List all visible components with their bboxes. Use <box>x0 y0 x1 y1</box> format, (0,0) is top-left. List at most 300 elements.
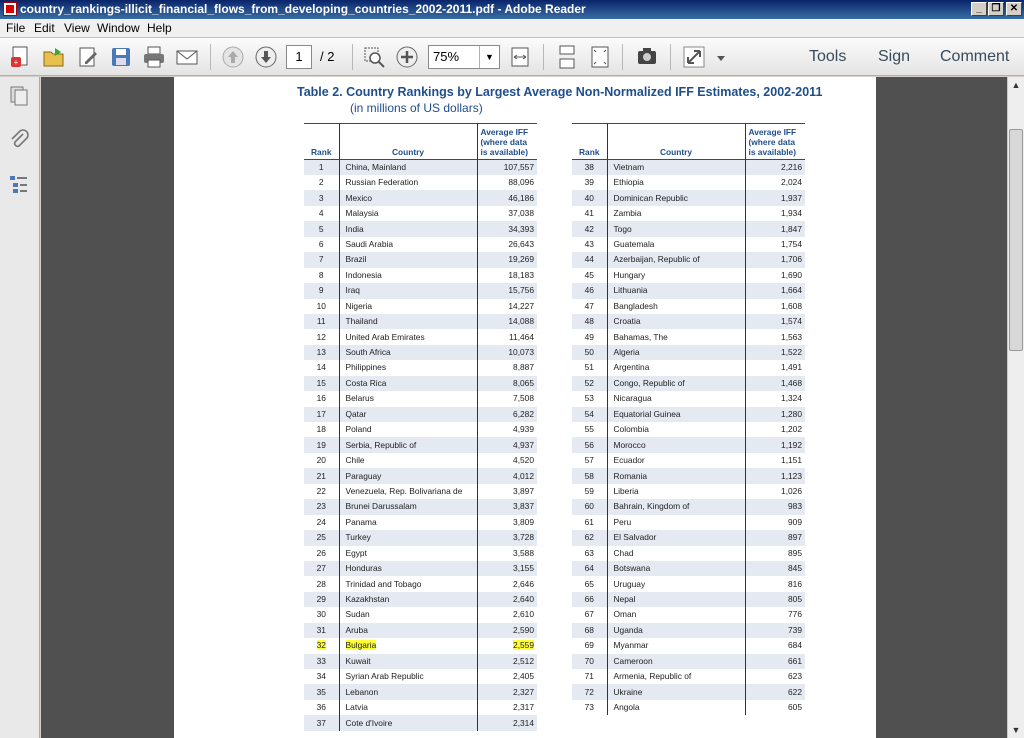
country-cell: China, Mainland <box>339 160 477 176</box>
iff-cell: 1,706 <box>745 252 805 267</box>
iff-cell: 1,123 <box>745 468 805 483</box>
rank-cell: 12 <box>304 329 339 344</box>
open-icon[interactable] <box>41 44 67 70</box>
table-row <box>304 546 537 561</box>
iff-cell: 3,728 <box>477 530 537 545</box>
table-row <box>304 592 537 607</box>
country-cell: Oman <box>607 607 745 622</box>
table-row <box>572 437 805 452</box>
country-cell: Brunei Darussalam <box>339 499 477 514</box>
country-cell: Chile <box>339 453 477 468</box>
rank-cell: 27 <box>304 561 339 576</box>
table-row <box>304 345 537 360</box>
iff-cell: 1,754 <box>781 238 802 249</box>
scroll-up-icon[interactable]: ▲ <box>1011 80 1021 90</box>
table-row <box>304 422 537 437</box>
country-cell: Bulgaria <box>339 638 477 653</box>
zoom-out-icon[interactable] <box>361 44 387 70</box>
table-row <box>304 190 537 205</box>
country-cell: South Africa <box>339 345 477 360</box>
table-row <box>572 345 805 360</box>
country-cell: Paraguay <box>339 468 477 483</box>
iff-cell: 14,088 <box>477 314 537 329</box>
header-rank: Rank <box>304 124 339 160</box>
zoom-select[interactable] <box>428 45 500 69</box>
rank-cell: 47 <box>572 299 607 314</box>
rank-cell: 37 <box>304 715 339 730</box>
scroll-thumb[interactable] <box>1009 129 1023 351</box>
iff-cell: 2,317 <box>513 702 534 713</box>
rank-cell: 70 <box>572 654 607 669</box>
country-cell: Belarus <box>339 391 477 406</box>
next-page-icon[interactable] <box>253 44 279 70</box>
country-cell: Congo, Republic of <box>607 376 745 391</box>
table-row <box>304 638 537 653</box>
table-row <box>304 437 537 452</box>
table-row <box>304 329 537 344</box>
layers-icon[interactable] <box>8 173 30 195</box>
country-cell: Malaysia <box>339 206 477 221</box>
fit-width-icon[interactable] <box>507 44 533 70</box>
close-button[interactable]: ✕ <box>1006 2 1022 16</box>
iff-cell: 46,186 <box>477 190 537 205</box>
table-row <box>572 221 805 236</box>
iff-cell: 1,690 <box>781 269 802 280</box>
rank-cell: 25 <box>304 530 339 545</box>
table-row <box>304 623 537 638</box>
country-cell: Azerbaijan, Republic of <box>607 252 745 267</box>
table-row <box>572 376 805 391</box>
rank-cell: 50 <box>572 345 607 360</box>
rank-cell: 63 <box>572 546 607 561</box>
rank-cell: 60 <box>572 499 607 514</box>
iff-cell: 1,563 <box>781 331 802 342</box>
iff-cell: 11,464 <box>509 331 534 342</box>
chevron-down-icon[interactable]: ▼ <box>479 46 499 68</box>
table-row <box>572 607 805 622</box>
rank-cell: 54 <box>572 407 607 422</box>
restore-button[interactable]: ❐ <box>988 2 1004 16</box>
iff-cell: 1,491 <box>781 362 802 373</box>
table-row <box>572 329 805 344</box>
iff-cell: 1,151 <box>781 455 802 466</box>
rank-cell: 73 <box>572 700 607 715</box>
country-cell: Philippines <box>339 360 477 375</box>
rank-cell: 49 <box>572 329 607 344</box>
table-row <box>572 700 805 715</box>
country-cell: Latvia <box>339 700 477 715</box>
rank-cell: 51 <box>572 360 607 375</box>
table-row <box>572 160 805 176</box>
rank-cell: 31 <box>304 623 339 638</box>
rank-cell: 46 <box>572 283 607 298</box>
country-cell: Chad <box>607 546 745 561</box>
rank-cell: 48 <box>572 314 607 329</box>
rank-cell: 21 <box>304 468 339 483</box>
iff-cell: 605 <box>788 702 802 713</box>
table-row <box>572 453 805 468</box>
rank-cell: 61 <box>572 515 607 530</box>
table-row <box>572 623 805 638</box>
country-cell: Qatar <box>339 407 477 422</box>
table-row <box>304 268 537 283</box>
country-cell: Nicaragua <box>607 391 745 406</box>
iff-cell: 6,282 <box>477 407 537 422</box>
country-cell: Guatemala <box>607 237 745 252</box>
table-row <box>304 669 537 684</box>
table-row <box>572 237 805 252</box>
table-row <box>304 468 537 483</box>
iff-cell: 18,183 <box>508 269 534 280</box>
sign-link[interactable]: Sign <box>878 48 911 65</box>
country-cell: Saudi Arabia <box>339 237 477 252</box>
iff-cell: 684 <box>788 640 802 651</box>
iff-cell: 15,756 <box>477 283 537 298</box>
rank-cell: 34 <box>304 669 339 684</box>
menu-view[interactable]: View <box>64 21 90 35</box>
menu-edit[interactable]: Edit <box>34 21 55 35</box>
rank-cell: 9 <box>304 283 339 298</box>
iff-cell: 2,559 <box>513 640 534 651</box>
iff-cell: 3,588 <box>513 547 534 558</box>
country-cell: Panama <box>339 515 477 530</box>
header-country: Country <box>339 124 477 160</box>
toolbar-overflow-icon[interactable] <box>714 44 728 70</box>
iff-cell: 4,939 <box>513 424 534 435</box>
rank-cell: 2 <box>304 175 339 190</box>
iff-cell: 1,522 <box>745 345 805 360</box>
table-row <box>304 530 537 545</box>
country-cell: Lithuania <box>607 283 745 298</box>
table-row <box>304 607 537 622</box>
iff-cell: 805 <box>745 592 805 607</box>
rank-cell: 4 <box>304 206 339 221</box>
table-subtitle: (in millions of US dollars) <box>350 101 483 115</box>
rank-cell: 58 <box>572 468 607 483</box>
table-row <box>572 206 805 221</box>
table-row <box>572 468 805 483</box>
country-cell: Uruguay <box>607 576 745 591</box>
iff-cell: 2,024 <box>781 177 802 188</box>
rank-cell: 28 <box>304 576 339 591</box>
ranking-table-left <box>304 123 537 731</box>
rank-cell: 20 <box>304 453 339 468</box>
rank-cell: 39 <box>572 175 607 190</box>
country-cell: Colombia <box>607 422 745 437</box>
iff-cell: 2,640 <box>477 592 537 607</box>
rank-cell: 15 <box>304 376 339 391</box>
prev-page-icon[interactable] <box>220 44 246 70</box>
rank-cell: 44 <box>572 252 607 267</box>
scroll-down-icon[interactable]: ▼ <box>1011 725 1021 735</box>
comment-link[interactable]: Comment <box>940 48 1010 65</box>
country-cell: Algeria <box>607 345 745 360</box>
country-cell: Argentina <box>607 360 745 375</box>
country-cell: Venezuela, Rep. Bolivariana de <box>339 484 477 499</box>
rank-cell: 56 <box>572 437 607 452</box>
table-row <box>304 561 537 576</box>
country-cell: Vietnam <box>607 160 745 176</box>
iff-cell: 1,847 <box>745 221 805 236</box>
page-number-input[interactable]: 1 <box>286 45 312 69</box>
title-bar <box>0 0 1024 19</box>
country-cell: Romania <box>607 468 745 483</box>
table-row <box>572 190 805 205</box>
iff-cell: 1,608 <box>781 300 802 311</box>
table-row <box>304 407 537 422</box>
table-row <box>572 499 805 514</box>
rank-cell: 40 <box>572 190 607 205</box>
table-row <box>572 268 805 283</box>
iff-cell: 2,512 <box>477 654 537 669</box>
snapshot-icon[interactable] <box>634 44 660 70</box>
iff-cell: 8,065 <box>477 376 537 391</box>
iff-cell: 3,897 <box>513 485 534 496</box>
table-row <box>304 237 537 252</box>
iff-cell: 2,646 <box>513 578 534 589</box>
table-row <box>304 252 537 267</box>
country-cell: Lebanon <box>339 684 477 699</box>
rank-cell: 30 <box>304 607 339 622</box>
country-cell: Togo <box>607 221 745 236</box>
scroll-mode-icon[interactable] <box>554 44 580 70</box>
rank-cell: 62 <box>572 530 607 545</box>
table-row <box>304 221 537 236</box>
country-cell: Dominican Republic <box>607 190 745 205</box>
tools-link[interactable]: Tools <box>809 48 847 65</box>
country-cell: Iraq <box>339 283 477 298</box>
country-cell: Costa Rica <box>339 376 477 391</box>
rank-cell: 71 <box>572 669 607 684</box>
rank-cell: 53 <box>572 391 607 406</box>
iff-cell: 2,327 <box>477 684 537 699</box>
country-cell: Bangladesh <box>607 299 745 314</box>
iff-cell: 909 <box>788 516 802 527</box>
country-cell: Myanmar <box>607 638 745 653</box>
table-row <box>304 654 537 669</box>
rank-cell: 33 <box>304 654 339 669</box>
rank-cell: 38 <box>572 160 607 176</box>
rank-cell: 72 <box>572 684 607 699</box>
attachments-icon[interactable] <box>8 129 30 151</box>
rank-cell: 55 <box>572 422 607 437</box>
rank-cell: 42 <box>572 221 607 236</box>
iff-cell: 1,192 <box>745 437 805 452</box>
country-cell: Indonesia <box>339 268 477 283</box>
iff-cell: 2,216 <box>745 160 805 176</box>
rank-cell: 23 <box>304 499 339 514</box>
country-cell: Bahamas, The <box>607 329 745 344</box>
iff-cell: 1,937 <box>745 190 805 205</box>
rank-cell: 69 <box>572 638 607 653</box>
iff-cell: 776 <box>788 609 802 620</box>
rank-cell: 26 <box>304 546 339 561</box>
iff-cell: 2,610 <box>513 609 534 620</box>
edit-icon[interactable] <box>75 44 101 70</box>
page-total: / 2 <box>320 49 335 64</box>
iff-cell: 897 <box>745 530 805 545</box>
country-cell: Croatia <box>607 314 745 329</box>
rank-cell: 16 <box>304 391 339 406</box>
rank-cell: 1 <box>304 160 339 176</box>
table-row <box>304 576 537 591</box>
table-row <box>304 684 537 699</box>
country-cell: Equatorial Guinea <box>607 407 745 422</box>
country-cell: Aruba <box>339 623 477 638</box>
table-row <box>304 391 537 406</box>
country-cell: Cameroon <box>607 654 745 669</box>
iff-cell: 4,937 <box>477 437 537 452</box>
country-cell: Peru <box>607 515 745 530</box>
iff-cell: 1,664 <box>745 283 805 298</box>
save-icon[interactable] <box>108 44 134 70</box>
minimize-button[interactable]: _ <box>971 2 987 16</box>
table-row <box>304 376 537 391</box>
country-cell: Ethiopia <box>607 175 745 190</box>
country-cell: Egypt <box>339 546 477 561</box>
table-row <box>572 175 805 190</box>
country-cell: Russian Federation <box>339 175 477 190</box>
menu-file[interactable]: File <box>6 21 26 35</box>
iff-cell: 14,227 <box>508 300 534 311</box>
rank-cell: 32 <box>304 638 339 653</box>
iff-cell: 1,280 <box>745 407 805 422</box>
table-row <box>572 252 805 267</box>
document-area[interactable] <box>41 77 1007 738</box>
rank-cell: 59 <box>572 484 607 499</box>
rank-cell: 65 <box>572 576 607 591</box>
country-cell: Bahrain, Kingdom of <box>607 499 745 514</box>
table-row <box>572 638 805 653</box>
table-row <box>572 561 805 576</box>
iff-cell: 7,508 <box>513 393 534 404</box>
table-row <box>572 669 805 684</box>
rank-cell: 6 <box>304 237 339 252</box>
iff-cell: 622 <box>745 684 805 699</box>
country-cell: Ecuador <box>607 453 745 468</box>
table-row <box>304 360 537 375</box>
country-cell: Kuwait <box>339 654 477 669</box>
rank-cell: 7 <box>304 252 339 267</box>
table-row <box>304 515 537 530</box>
iff-cell: 4,012 <box>477 468 537 483</box>
rank-cell: 3 <box>304 190 339 205</box>
header-rank: Rank <box>572 124 607 160</box>
rank-cell: 5 <box>304 221 339 236</box>
table-row <box>572 546 805 561</box>
iff-cell: 2,405 <box>513 671 534 682</box>
iff-cell: 2,590 <box>477 623 537 638</box>
email-icon[interactable] <box>174 44 200 70</box>
country-cell: Kazakhstan <box>339 592 477 607</box>
table-row <box>304 453 537 468</box>
window-title: country_rankings-illicit_financial_flows_from_developing_countries_2002-2011.pdf - Adobe Reader <box>20 2 586 16</box>
rank-cell: 45 <box>572 268 607 283</box>
iff-cell: 1,202 <box>781 424 802 435</box>
table-title: Table 2. Country Rankings by Largest Average Non-Normalized IFF Estimates, 2002-2011 <box>297 85 823 99</box>
zoom-value: 75% <box>433 49 460 64</box>
table-row <box>572 484 805 499</box>
country-cell: Morocco <box>607 437 745 452</box>
rank-cell: 14 <box>304 360 339 375</box>
pages-icon[interactable] <box>8 85 30 107</box>
iff-cell: 1,934 <box>781 208 802 219</box>
iff-cell: 845 <box>745 561 805 576</box>
country-cell: Cote d'Ivoire <box>339 715 477 730</box>
rank-cell: 11 <box>304 314 339 329</box>
table-row <box>304 160 537 176</box>
table-row <box>304 484 537 499</box>
country-cell: Armenia, Republic of <box>607 669 745 684</box>
country-cell: Mexico <box>339 190 477 205</box>
toolbar <box>0 38 1024 76</box>
rank-cell: 67 <box>572 607 607 622</box>
country-cell: Uganda <box>607 623 745 638</box>
fullscreen-icon[interactable] <box>681 44 707 70</box>
iff-cell: 3,809 <box>513 516 534 527</box>
table-row <box>572 654 805 669</box>
table-row <box>572 576 805 591</box>
rank-cell: 13 <box>304 345 339 360</box>
table-row <box>304 499 537 514</box>
country-cell: Sudan <box>339 607 477 622</box>
rank-cell: 64 <box>572 561 607 576</box>
menu-help[interactable]: Help <box>147 21 172 35</box>
iff-cell: 10,073 <box>477 345 537 360</box>
create-pdf-icon[interactable] <box>8 44 34 70</box>
table-row <box>304 314 537 329</box>
iff-cell: 34,393 <box>477 221 537 236</box>
iff-cell: 1,574 <box>745 314 805 329</box>
fit-page-icon[interactable] <box>587 44 613 70</box>
iff-cell: 88,096 <box>508 177 534 188</box>
iff-cell: 4,520 <box>513 455 534 466</box>
rank-cell: 10 <box>304 299 339 314</box>
header-average-iff: Average IFF (where data is available) <box>745 124 805 160</box>
zoom-in-icon[interactable] <box>394 44 420 70</box>
iff-cell: 1,468 <box>745 376 805 391</box>
country-cell: Syrian Arab Republic <box>339 669 477 684</box>
svg-text:+: + <box>13 58 19 67</box>
table-row <box>572 299 805 314</box>
rank-cell: 17 <box>304 407 339 422</box>
menu-window[interactable]: Window <box>97 21 140 35</box>
rank-cell: 68 <box>572 623 607 638</box>
ranking-table-right <box>572 123 805 715</box>
country-cell: Honduras <box>339 561 477 576</box>
table-row <box>572 360 805 375</box>
vertical-scrollbar[interactable] <box>1007 77 1024 738</box>
rank-cell: 36 <box>304 700 339 715</box>
iff-cell: 8,887 <box>513 362 534 373</box>
rank-cell: 18 <box>304 422 339 437</box>
table-row <box>572 530 805 545</box>
country-cell: Hungary <box>607 268 745 283</box>
table-row <box>304 206 537 221</box>
table-row <box>572 684 805 699</box>
country-cell: Nigeria <box>339 299 477 314</box>
rank-cell: 66 <box>572 592 607 607</box>
country-cell: Thailand <box>339 314 477 329</box>
table-row <box>304 700 537 715</box>
rank-cell: 35 <box>304 684 339 699</box>
country-cell: Trinidad and Tobago <box>339 576 477 591</box>
iff-cell: 1,324 <box>781 393 802 404</box>
print-icon[interactable] <box>141 44 167 70</box>
rank-cell: 24 <box>304 515 339 530</box>
iff-cell: 816 <box>788 578 802 589</box>
header-country: Country <box>607 124 745 160</box>
